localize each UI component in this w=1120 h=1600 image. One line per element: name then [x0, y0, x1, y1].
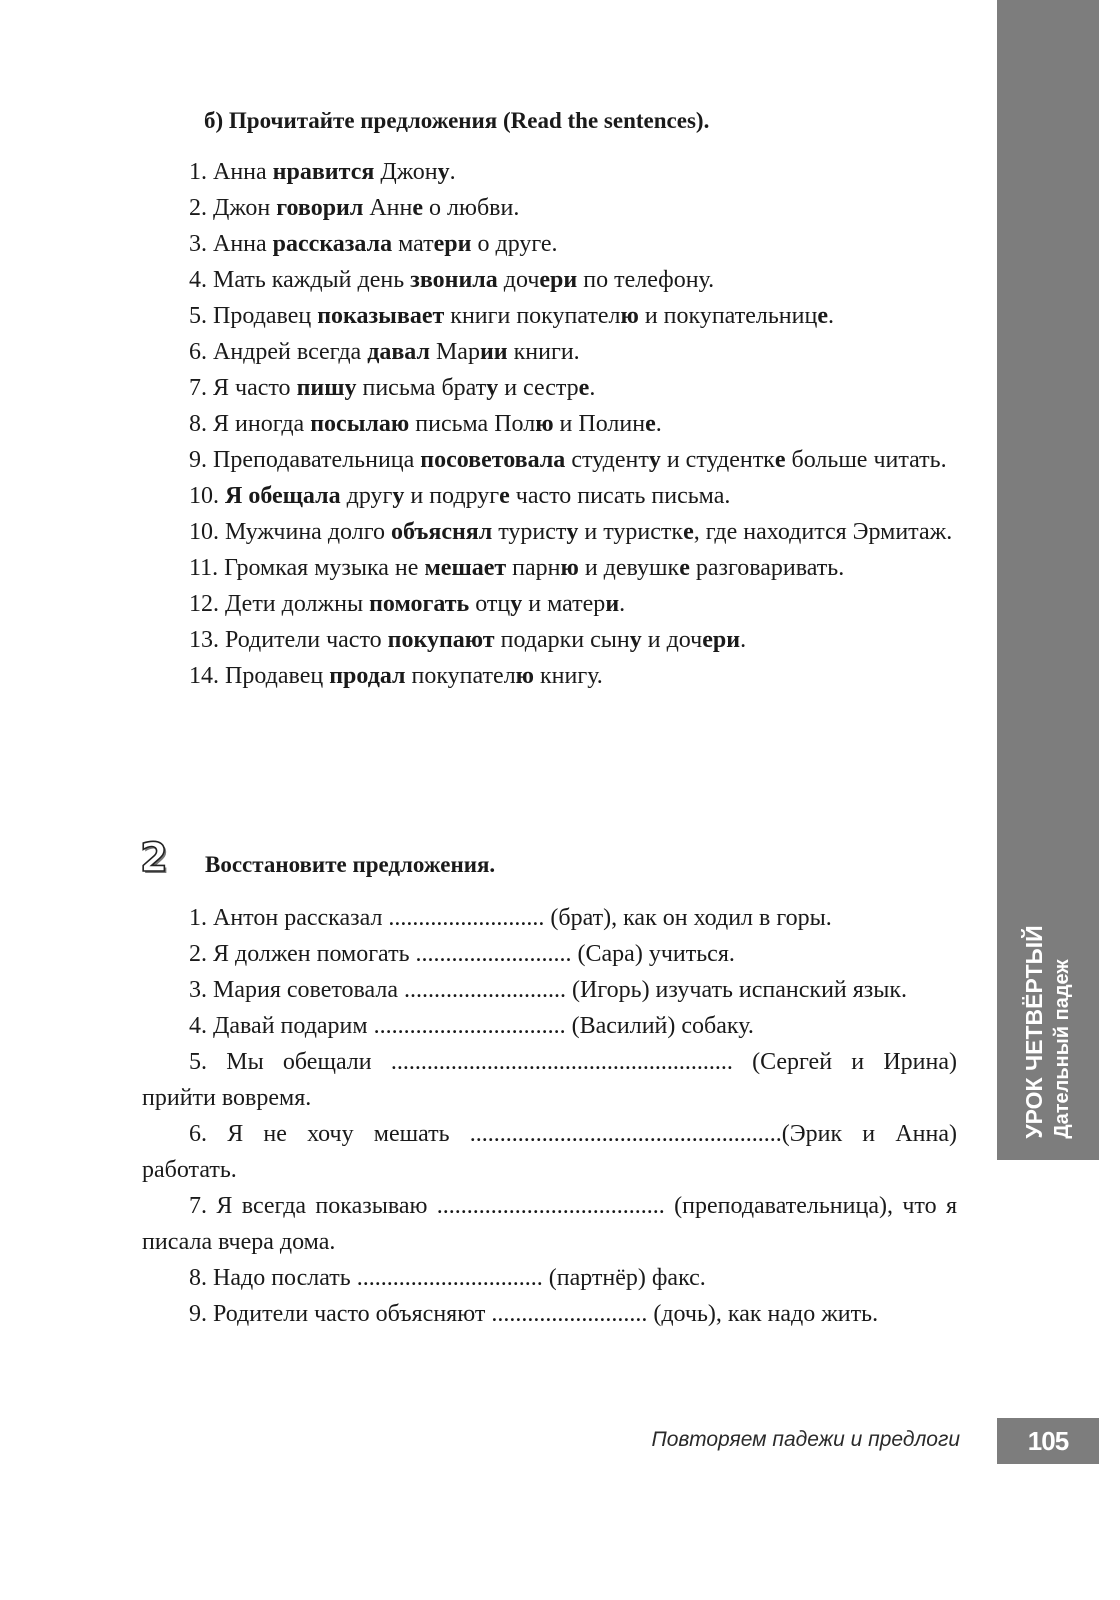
sentence [142, 262, 957, 298]
sentence-bold-fragment: посылаю [310, 411, 410, 437]
section-b-sentences [142, 154, 957, 694]
exercise-sentence: 8. Надо послать ............................... (партнёр) факс. [189, 1265, 706, 1291]
sentence-fragment: 14. Продавец [189, 663, 330, 689]
sentence-fragment: парн [506, 555, 561, 581]
sentence [142, 154, 957, 190]
sentence-fragment: турист [492, 519, 567, 545]
sentence-fragment: 10. Мужчина долго [189, 519, 391, 545]
side-tab-text [1020, 925, 1076, 1138]
sentence-bold-fragment: е [817, 303, 828, 329]
sentence-bold-fragment: у [437, 159, 450, 185]
exercise-sentence: 1. Антон рассказал .......................... (брат), как он ходил в горы. [189, 905, 832, 931]
sentence [142, 586, 957, 622]
sentence-bold-fragment: продал [329, 663, 406, 689]
sentence-bold-fragment: е [578, 375, 590, 401]
exercise-sentence: 2. Я должен помогать .......................... (Сара) учиться. [189, 941, 735, 967]
sentence-bold-fragment: е [679, 555, 690, 581]
sentence-fragment: разговаривать. [689, 555, 845, 581]
sentence-fragment: покупател [405, 663, 516, 689]
sentence-fragment: 6. Андрей всегда [189, 339, 368, 365]
sentence-bold-fragment: давал [367, 339, 430, 365]
sentence-fragment: 9. Преподавательница [189, 447, 421, 473]
sentence-fragment: друг [340, 483, 393, 509]
sentence-bold-fragment: у [486, 375, 499, 401]
sentence [142, 226, 957, 262]
sentence [142, 370, 957, 406]
sentence-fragment: и студентк [660, 447, 775, 473]
sentence-bold-fragment: посоветовала [420, 447, 566, 473]
sentence-bold-fragment: у [648, 447, 661, 473]
sentence-bold-fragment: у [566, 519, 579, 545]
sentence [142, 190, 957, 226]
sentence-bold-fragment: ю [620, 303, 639, 329]
sentence-fragment: и туристк [578, 519, 684, 545]
sentence-bold-fragment: у [392, 483, 405, 509]
sentence-fragment: 1. Анна [189, 159, 273, 185]
page-number: 105 [997, 1418, 1099, 1464]
sentence-bold-fragment: говорил [276, 195, 364, 221]
sentence-bold-fragment: у [629, 627, 642, 653]
sentence-bold-fragment: е [499, 483, 510, 509]
sentence-fragment: о друге. [471, 231, 558, 257]
sentence-fragment: отц [469, 591, 511, 617]
sentence-fragment: доч [497, 267, 540, 293]
sentence-bold-fragment: ери [539, 267, 578, 293]
sentence-fragment: и покупательниц [638, 303, 818, 329]
sentence-fragment: . [589, 375, 596, 401]
sentence-bold-fragment: ю [535, 411, 554, 437]
exercise-sentence: 5. Мы обещали ......................................................... (Сергей и Ирина) прийти вовремя. [142, 1049, 957, 1111]
exercise-sentence: 7. Я всегда показываю ...................................... (преподавательница), что я писала вчера дома. [142, 1193, 957, 1255]
section-b-heading: б) Прочитайте предложения (Read the sentences). [204, 108, 710, 133]
sentence [142, 406, 957, 442]
sentence-fragment: 8. Я иногда [189, 411, 311, 437]
sentence-fragment: и девушк [578, 555, 680, 581]
sentence [142, 514, 957, 550]
sentence-fragment: книгу. [534, 663, 603, 689]
lesson-subtitle: Дательный падеж [1051, 959, 1073, 1139]
sentence-fragment: . [449, 159, 456, 185]
sentence-fragment: мат [392, 231, 434, 257]
sentence-bold-fragment: ери [702, 627, 741, 653]
sentence-bold-fragment: пишу [296, 375, 357, 401]
sentence-fragment: 11. Громкая музыка не [189, 555, 425, 581]
sentence-fragment: 4. Мать каждый день [189, 267, 411, 293]
exercise-title: Восстановите предложения. [205, 852, 496, 877]
sentence-bold-fragment: мешает [424, 555, 507, 581]
sentence [142, 658, 957, 694]
sentence-bold-fragment: е [683, 519, 694, 545]
sentence-bold-fragment: е [412, 195, 424, 221]
sentence-fragment: и доч [641, 627, 703, 653]
exercise-number: 2 [140, 835, 168, 881]
running-footer: Повторяем падежи и предлоги [651, 1428, 960, 1451]
sentence-fragment: книги покупател [444, 303, 621, 329]
sentence-fragment: письма Пол [409, 411, 536, 437]
sentence-fragment: и подруг [404, 483, 500, 509]
sentence [142, 622, 957, 658]
sentence-fragment: по телефону. [577, 267, 715, 293]
sentence-bold-fragment: ери [433, 231, 472, 257]
sentence-fragment: . [655, 411, 662, 437]
sentence [142, 298, 957, 334]
sentence-fragment: . [619, 591, 626, 617]
sentence-fragment: и сестр [498, 375, 579, 401]
exercise-sentence: 3. Мария советовала ........................... (Игорь) изучать испанский язык. [189, 977, 908, 1003]
sentence-bold-fragment: е [774, 447, 786, 473]
sentence [142, 334, 957, 370]
sentence-fragment: больше читать. [785, 447, 947, 473]
sentence [142, 550, 957, 586]
sentence-bold-fragment: и [605, 591, 620, 617]
lesson-title: УРОК ЧЕТВЁРТЫЙ [1021, 925, 1047, 1139]
sentence-bold-fragment: ю [560, 555, 579, 581]
sentence-bold-fragment: ии [479, 339, 508, 365]
sentence-bold-fragment: Я обещала [225, 483, 341, 509]
sentence-fragment: письма брат [356, 375, 487, 401]
sentence-bold-fragment: звонила [410, 267, 498, 293]
sentence [142, 478, 957, 514]
sentence-bold-fragment: объяснял [390, 519, 493, 545]
sentence-bold-fragment: покупают [387, 627, 495, 653]
sentence-fragment: 5. Продавец [189, 303, 318, 329]
sentence-fragment: 12. Дети должны [189, 591, 370, 617]
exercise-sentences [142, 900, 957, 1332]
sentence-fragment: , где находится Эрмитаж. [693, 519, 953, 545]
sentence-bold-fragment: е [645, 411, 656, 437]
sentence-fragment: студент [565, 447, 649, 473]
sentence-bold-fragment: рассказала [272, 231, 393, 257]
sentence-fragment: часто писать письма. [509, 483, 731, 509]
sentence-fragment: 2. Джон [189, 195, 277, 221]
exercise-sentence: 4. Давай подарим ................................ (Василий) собаку. [189, 1013, 754, 1039]
sentence-fragment: . [827, 303, 834, 329]
sentence-fragment: Джон [374, 159, 438, 185]
sentence-fragment: Анн [363, 195, 413, 221]
sentence-fragment: о любви. [423, 195, 520, 221]
sentence-fragment: и Полин [553, 411, 646, 437]
sentence-fragment: и матер [522, 591, 606, 617]
sentence [142, 442, 957, 478]
sentence-fragment: 13. Родители часто [189, 627, 388, 653]
sentence-bold-fragment: нравится [272, 159, 375, 185]
exercise-sentence: 6. Я не хочу мешать ....................................................(Эрик и Анна) работать. [142, 1121, 957, 1183]
sentence-fragment: 10. [189, 483, 225, 509]
sentence-bold-fragment: у [510, 591, 523, 617]
sentence-fragment: 7. Я часто [189, 375, 297, 401]
exercise-sentence: 9. Родители часто объясняют .......................... (дочь), как надо жить. [189, 1301, 879, 1327]
sentence-fragment: 3. Анна [189, 231, 273, 257]
sentence-fragment: . [740, 627, 747, 653]
sentence-bold-fragment: показывает [317, 303, 445, 329]
sentence-bold-fragment: помогать [369, 591, 470, 617]
sentence-bold-fragment: ю [515, 663, 535, 689]
sentence-fragment: книги. [507, 339, 580, 365]
sentence-fragment: Мар [429, 339, 480, 365]
sentence-fragment: подарки сын [494, 627, 630, 653]
